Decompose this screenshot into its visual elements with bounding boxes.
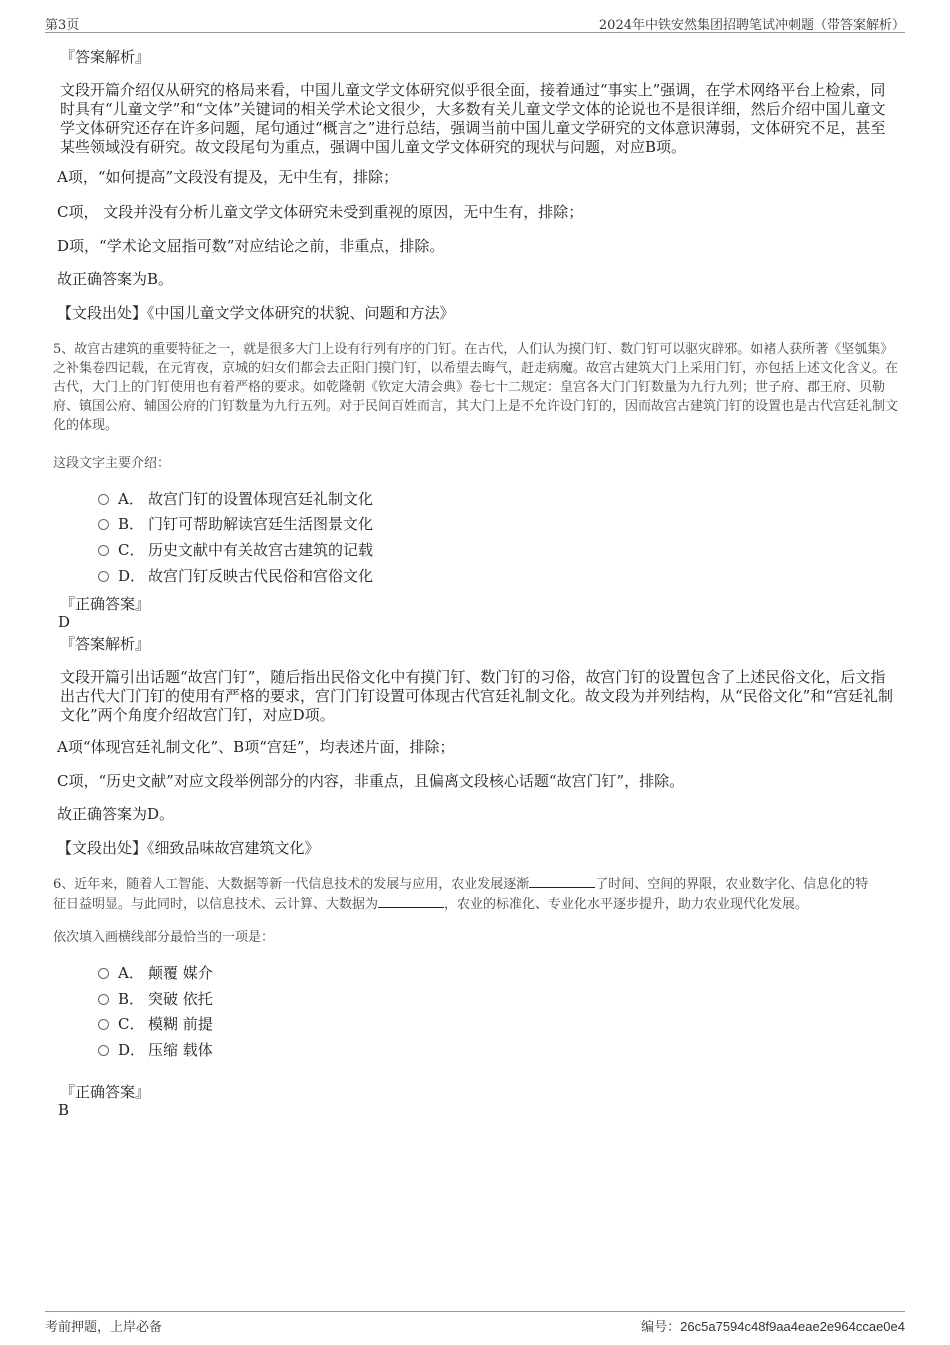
- q5-answer-label: 『正确答案』: [60, 595, 151, 613]
- serial-number: 26c5a7594c48f9aa4eae2e964ccae0e4: [680, 1319, 905, 1334]
- radio-icon[interactable]: [98, 519, 109, 530]
- option-text: 颠覆 媒介: [148, 964, 213, 982]
- q5-option-d[interactable]: [98, 565, 373, 587]
- page-header: [45, 12, 905, 33]
- q5-option-c[interactable]: [98, 539, 373, 561]
- option-text: 突破 依托: [148, 990, 213, 1008]
- q5-line-c: C项，“历史文献”对应文段举例部分的内容，非重点，且偏离文段核心话题“故宫门钉”，排除。: [57, 772, 685, 790]
- q4-line-a: A项，“如何提高”文段没有提及，无中生有，排除；: [57, 168, 399, 186]
- q5-stem: 5、故宫古建筑的重要特征之一，就是很多大门上设有行列有序的门钉。在古代，人们认为摸门钉、数门钉可以驱灾辟邪。如褚人获所著《坚瓠集》之补集卷四记载，在元宵夜，京城的妇女们都会去正阳门摸门钉，以希望去晦气，赶走病魔。故宫古建筑大门上采用门钉，亦包括上述文化含义。在古代，大门上的门钉使用也有着严格的要求。如乾隆朝《钦定大清会典》卷七十二规定：皇宫各大门门钉数量为九行九列；世子府、郡王府、贝勒府、镇国公府、辅国公府的门钉数量为九行五列。对于民间百姓而言，其大门上是不允许设门钉的，因而故宫古建筑门钉的设置也是古代宫廷礼制文化的体现。: [53, 342, 899, 433]
- q6-option-b[interactable]: [98, 988, 213, 1010]
- q5-line-ab: A项“体现宫廷礼制文化”、B项“宫廷”，均表述片面，排除；: [57, 738, 455, 756]
- q4-analysis-label: 『答案解析』: [60, 48, 151, 66]
- radio-icon[interactable]: [98, 968, 109, 979]
- q4-conclusion: 故正确答案为B。: [57, 270, 174, 288]
- option-letter: B．: [118, 990, 145, 1008]
- option-text: 门钉可帮助解读宫廷生活图景文化: [148, 515, 374, 533]
- q6-stem-part4: ，农业的标准化、专业化水平逐步提升，助力农业现代化发展。: [444, 897, 809, 912]
- radio-icon[interactable]: [98, 994, 109, 1005]
- q5-analysis-text: 文段开篇引出话题“故宫门钉”，随后指出民俗文化中有摸门钉、数门钉的习俗，故宫门钉的设置包含了上述民俗文化，后文指出古代大门门钉的使用有严格的要求，宫门门钉设置可体现古代宫廷礼制文化。故文段为并列结构，从“民俗文化”和“宫廷礼制文化”两个角度介绍故宫门钉，对应D项。: [60, 668, 894, 724]
- option-letter: C．: [118, 1015, 145, 1033]
- q5-option-a[interactable]: [98, 488, 373, 510]
- q6-prompt: 依次填入画横线部分最恰当的一项是：: [53, 930, 275, 945]
- footer-slogan: 考前押题，上岸必备: [45, 1320, 163, 1335]
- radio-icon[interactable]: [98, 571, 109, 582]
- option-text: 历史文献中有关故宫古建筑的记载: [148, 541, 374, 559]
- document-title: 2024年中铁安然集团招聘笔试冲刺题（带答案解析）: [598, 18, 905, 33]
- q5-conclusion: 故正确答案为D。: [57, 805, 175, 823]
- option-letter: A．: [118, 964, 144, 982]
- option-letter: C．: [118, 541, 145, 559]
- option-text: 压缩 载体: [148, 1041, 213, 1059]
- q6-option-c[interactable]: [98, 1013, 213, 1035]
- q6-stem-part3: 征日益明显。与此同时，以信息技术、云计算、大数据为: [53, 897, 379, 912]
- footer-serial: [641, 1316, 905, 1335]
- q6-option-d[interactable]: [98, 1039, 213, 1061]
- q5-answer: D: [58, 613, 71, 631]
- option-text: 模糊 前提: [148, 1015, 213, 1033]
- option-letter: A．: [118, 490, 144, 508]
- q6-stem-line1: [53, 874, 903, 894]
- q6-stem-line2: [53, 894, 903, 914]
- q6-answer: B: [58, 1101, 70, 1119]
- q6-stem-part2: 了时间、空间的界限，农业数字化、信息化的特: [595, 877, 869, 892]
- q5-prompt: 这段文字主要介绍：: [53, 456, 171, 471]
- q6-answer-label: 『正确答案』: [60, 1083, 151, 1101]
- option-letter: D．: [118, 1041, 146, 1059]
- radio-icon[interactable]: [98, 1019, 109, 1030]
- q6-option-a[interactable]: [98, 962, 213, 984]
- radio-icon[interactable]: [98, 494, 109, 505]
- option-letter: D．: [118, 567, 146, 585]
- q5-option-b[interactable]: [98, 513, 373, 535]
- q4-line-d: D项，“学术论文屈指可数”对应结论之前，非重点，排除。: [57, 237, 445, 255]
- page-number: 第3页: [45, 18, 80, 33]
- serial-label: 编号：: [641, 1320, 681, 1335]
- q6-blank-2: [378, 894, 444, 908]
- q6-stem-part1: 6、近年来，随着人工智能、大数据等新一代信息技术的发展与应用，农业发展逐渐: [53, 877, 530, 892]
- q5-source: 【文段出处】《细致品味故宫建筑文化》: [57, 839, 320, 857]
- q5-analysis-label: 『答案解析』: [60, 635, 151, 653]
- option-text: 故宫门钉反映古代民俗和宫俗文化: [148, 567, 374, 585]
- q6-blank-1: [529, 874, 595, 888]
- page-footer: [45, 1311, 905, 1336]
- q4-analysis-text: 文段开篇介绍仅从研究的格局来看，中国儿童文学文体研究似乎很全面，接着通过“事实上”强调，在学术网络平台上检索，同时具有“儿童文学”和“文体”关键词的相关学术论文很少，大多数有关儿童文学文体的论说也不是很详细，然后介绍中国儿童文学文体研究还存在许多问题，尾句通过“概言之”进行总结，强调当前中国儿童文学研究的文体意识薄弱，文体研究不足，甚至某些领域没有研究。故文段尾句为重点，强调中国儿童文学文体研究的现状与问题，对应B项。: [60, 81, 886, 156]
- option-text: 故宫门钉的设置体现宫廷礼制文化: [148, 490, 374, 508]
- q4-source: 【文段出处】《中国儿童文学文体研究的状貌、问题和方法》: [57, 304, 455, 322]
- radio-icon[interactable]: [98, 1045, 109, 1056]
- radio-icon[interactable]: [98, 545, 109, 556]
- q4-line-c: C项， 文段并没有分析儿童文学文体研究未受到重视的原因，无中生有，排除；: [57, 203, 584, 221]
- option-letter: B．: [118, 515, 145, 533]
